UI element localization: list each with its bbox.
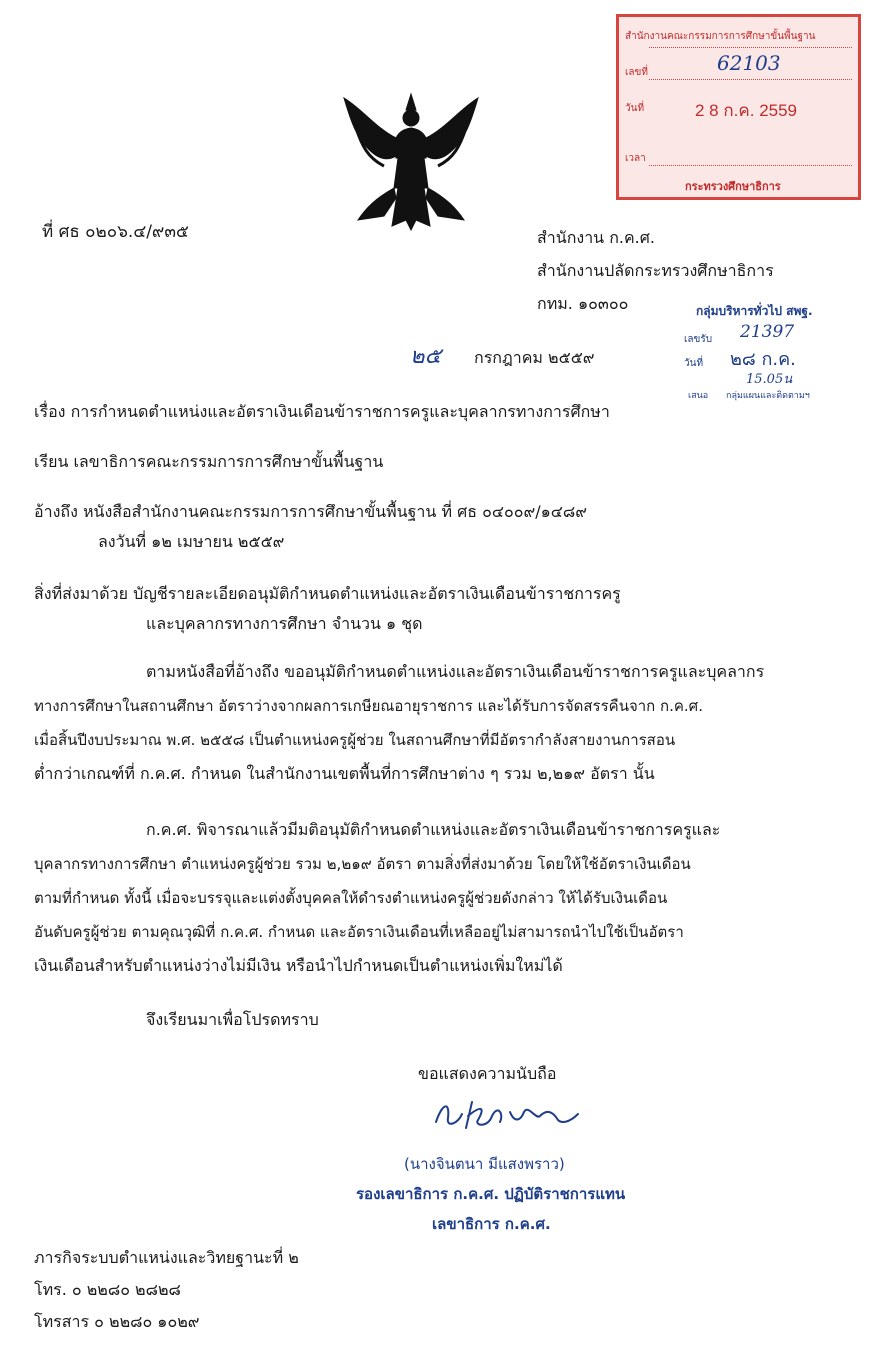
stamp-ministry: กระทรวงศึกษาธิการ [685,180,781,193]
garuda-emblem-icon [336,88,486,238]
stamp-date-label: วันที่ [625,103,645,114]
paragraph1-line: ต่ำกว่าเกณฑ์ที่ ก.ค.ศ. กำหนด ในสำนักงานเขตพื้นที่การศึกษาต่าง ๆ รวม ๒,๒๑๙ อัตรา นั้น [34,764,655,783]
stamp-time-label: เวลา [625,153,646,164]
document-number: ที่ ศธ ๐๒๐๖.๔/๙๓๕ [42,222,189,242]
signer-position-2: เลขาธิการ ก.ค.ศ. [432,1215,551,1233]
closing-sentence: จึงเรียนมาเพื่อโปรดทราบ [146,1010,319,1029]
sender-line-2: สำนักงานปลัดกระทรวงศึกษาธิการ [537,261,774,280]
stamp-number: 62103 [717,51,781,75]
reference-line-1: อ้างถึง หนังสือสำนักงานคณะกรรมการการศึกษาขั้นพื้นฐาน ที่ ศธ ๐๔๐๐๙/๑๔๘๙ [34,502,587,521]
blue-stamp-number: 21397 [740,322,795,342]
blue-stamp-time: 15.05น [746,372,793,387]
enclosure-line-1: สิ่งที่ส่งมาด้วย บัญชีรายละเอียดอนุมัติกำหนดตำแหน่งและอัตราเงินเดือนข้าราชการครู [34,584,621,603]
contact-division: ภารกิจระบบตำแหน่งและวิทยฐานะที่ ๒ [34,1248,299,1267]
receipt-stamp-red [616,14,861,200]
signer-position-1: รองเลขาธิการ ก.ค.ศ. ปฏิบัติราชการแทน [356,1185,626,1203]
paragraph2-line: ตามที่กำหนด ทั้งนี้ เมื่อจะบรรจุและแต่งตั้งบุคคลให้ดำรงตำแหน่งครูผู้ช่วยดังกล่าว ให้ได้รับเงินเดือน [34,889,668,907]
signature-icon [428,1094,588,1134]
paragraph1-line: เมื่อสิ้นปีงบประมาณ พ.ศ. ๒๕๕๘ เป็นตำแหน่งครูผู้ช่วย ในสถานศึกษาที่มีอัตรากำลังสายงานการสอน [34,731,676,749]
sender-line-3: กทม. ๑๐๓๐๐ [537,294,629,313]
paragraph2-line: ก.ค.ศ. พิจารณาแล้วมีมติอนุมัติกำหนดตำแหน่งและอัตราเงินเดือนข้าราชการครูและ [146,820,721,839]
stamp-date: 2 8 ก.ค. 2559 [695,101,798,120]
date-month-year: กรกฎาคม ๒๕๕๙ [474,348,595,367]
blue-stamp-date-label: วันที่ [684,358,704,369]
paragraph2-line: เงินเดือนสำหรับตำแหน่งว่างไม่มีเงิน หรือนำไปกำหนดเป็นตำแหน่งเพิ่มใหม่ได้ [34,956,563,975]
contact-fax: โทรสาร ๐ ๒๒๘๐ ๑๐๒๙ [34,1312,200,1331]
sender-line-1: สำนักงาน ก.ค.ศ. [537,228,655,247]
blue-stamp-footer: กลุ่มแผนและติดตามฯ [726,391,810,401]
addressee: เรียน เลขาธิการคณะกรรมการการศึกษาขั้นพื้นฐาน [34,452,384,471]
paragraph2-line: บุคลากรทางการศึกษา ตำแหน่งครูผู้ช่วย รวม ๒,๒๑๙ อัตรา ตามสิ่งที่ส่งมาด้วย โดยให้ใช้อัตราเงินเดือน [34,855,691,873]
contact-tel: โทร. ๐ ๒๒๘๐ ๒๘๒๘ [34,1280,181,1299]
stamp-number-label: เลขที่ [625,67,648,78]
blue-stamp-title: กลุ่มบริหารทั่วไป สพฐ. [696,304,813,318]
blue-stamp-footer-label: เสนอ [688,391,709,401]
signer-name: (นางจินตนา มีแสงพราว) [404,1155,565,1173]
receipt-stamp-blue [676,292,844,404]
enclosure-line-2: และบุคลากรทางการศึกษา จำนวน ๑ ชุด [146,614,423,633]
blue-stamp-number-label: เลขรับ [684,334,713,345]
subject: เรื่อง การกำหนดตำแหน่งและอัตราเงินเดือนข้าราชการครูและบุคลากรทางการศึกษา [34,402,610,421]
paragraph2-line: อันดับครูผู้ช่วย ตามคุณวุฒิที่ ก.ค.ศ. กำหนด และอัตราเงินเดือนที่เหลืออยู่ไม่สามารถนำไปใช้เป็นอัตรา [34,923,684,941]
date-day: ๒๕ [410,344,442,369]
reference-line-2: ลงวันที่ ๑๒ เมษายน ๒๕๕๙ [98,532,285,551]
paragraph1-line: ทางการศึกษาในสถานศึกษา อัตราว่างจากผลการเกษียณอายุราชการ และได้รับการจัดสรรคืนจาก ก.ค.ศ. [34,697,703,715]
blue-stamp-date: ๒๘ ก.ค. [730,349,796,370]
closing-salutation: ขอแสดงความนับถือ [418,1064,557,1083]
stamp-agency: สำนักงานคณะกรรมการการศึกษาขั้นพื้นฐาน [625,31,816,42]
paragraph1-line: ตามหนังสือที่อ้างถึง ขออนุมัติกำหนดตำแหน่งและอัตราเงินเดือนข้าราชการครูและบุคลากร [146,662,765,681]
